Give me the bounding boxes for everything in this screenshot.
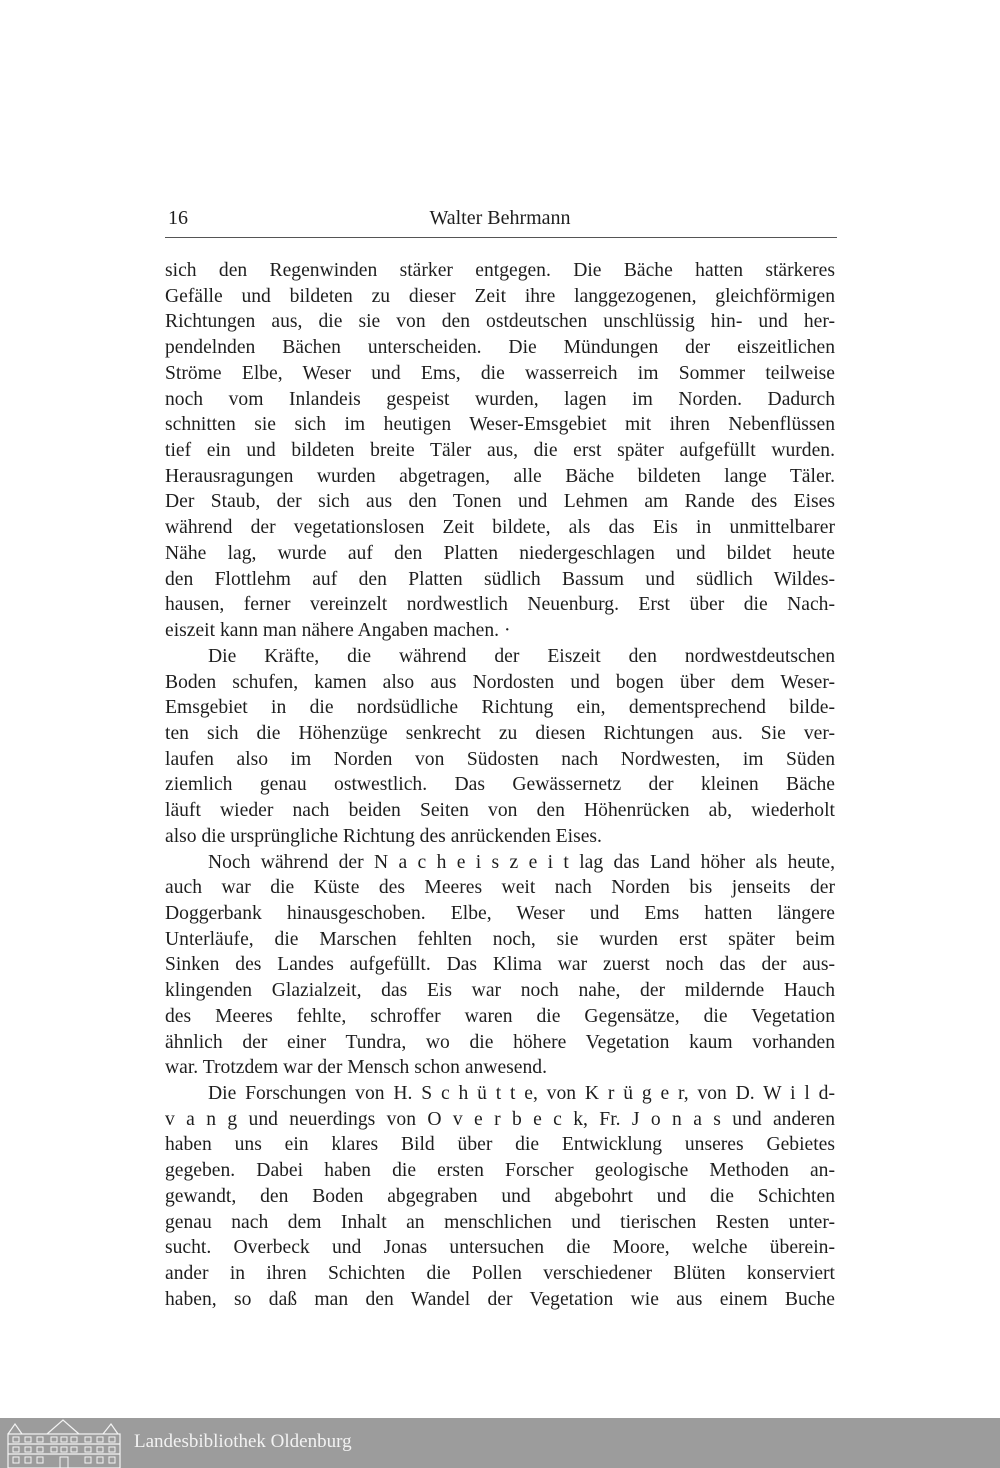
text-line: laufen also im Norden von Südosten nach Nordwesten, im Süden [165,748,835,770]
text-line: läuft wieder nach beiden Seiten von den Höhenrücken ab, wiederholt [165,800,835,822]
library-building-logo [5,1418,125,1468]
text-line: Emsgebiet in die nordsüdliche Richtung ein, dementsprechend bilde- [165,697,835,719]
header-rule [165,237,837,238]
text-line: gegeben. Dabei haben die ersten Forscher geologische Methoden an- [165,1160,835,1182]
text-line: Die Forschungen von H. S c h ü t t e, von K r ü g e r, von D. W i l d- [208,1083,835,1104]
text-line: Gefälle und bildeten zu dieser Zeit ihre langgezogenen, gleichförmigen [165,285,835,307]
text-line: eiszeit kann man nähere Angaben machen. · [165,620,511,642]
text-line: hausen, ferner vereinzelt nordwestlich Neuenburg. Erst über die Nach- [165,594,835,616]
text-line: sich den Regenwinden stärker entgegen. Die Bäche hatten stärkeres [165,260,835,281]
text-line: Noch während der N a c h e i s z e i t lag das Land höher als heute, [208,851,835,873]
text-line: Doggerbank hinausgeschoben. Elbe, Weser und Ems hatten längere [165,902,835,924]
text-line: auch war die Küste des Meeres weit nach Norden bis jenseits der [165,877,835,899]
text-line: schnitten sie sich im heutigen Weser-Emsgebiet mit ihren Nebenflüssen [165,414,835,436]
text-line: v a n g und neuerdings von O v e r b e c k, Fr. J o n a s und anderen [165,1108,835,1130]
body-text [165,258,835,1312]
text-line: gewandt, den Boden abgegraben und abgebohrt und die Schichten [165,1185,835,1207]
text-line: pendelnden Bächen unterscheiden. Die Mündungen der eiszeitlichen [165,337,835,359]
text-line: Die Kräfte, die während der Eiszeit den nordwestdeutschen [208,645,835,667]
text-line: Unterläufe, die Marschen fehlten noch, sie wurden erst später beim [165,928,835,950]
text-line: sucht. Overbeck und Jonas untersuchen die Moore, welche überein- [165,1237,835,1259]
text-line: Der Staub, der sich aus den Tonen und Lehmen am Rande des Eises [165,491,835,513]
text-line: Richtungen aus, die sie von den ostdeutschen unschlüssig hin- und her- [165,311,835,333]
text-line: ziemlich genau ostwestlich. Das Gewässernetz der kleinen Bäche [165,774,835,796]
text-line: noch vom Inlandeis gespeist wurden, lagen im Norden. Dadurch [165,388,835,410]
text-line: ten sich die Höhenzüge senkrecht zu diesen Richtungen aus. Sie ver- [165,722,835,744]
text-line: also die ursprüngliche Richtung des anrückenden Eises. [165,825,602,847]
text-line: des Meeres fehlte, schroffer waren die Gegensätze, die Vegetation [165,1005,835,1027]
text-line: klingenden Glazialzeit, das Eis war noch nahe, der mildernde Hauch [165,980,835,1002]
text-line: Boden schufen, kamen also aus Nordosten und bogen über dem Weser- [165,671,835,693]
text-line: ander in ihren Schichten die Pollen verschiedener Blüten konserviert [165,1263,835,1285]
footer-bar [0,1418,1000,1468]
text-line: war. Trotzdem war der Mensch schon anwesend. [165,1057,547,1079]
page-header [165,205,835,235]
text-line: Nähe lag, wurde auf den Platten niedergeschlagen und bildet heute [165,542,835,564]
text-line: Herausragungen wurden abgetragen, alle Bäche bildeten lange Täler. [165,465,835,487]
text-line: den Flottlehm auf den Platten südlich Bassum und südlich Wildes- [165,568,835,590]
text-line: genau nach dem Inhalt an menschlichen und tierischen Resten unter- [165,1211,835,1233]
text-line: tief ein und bildeten breite Täler aus, die erst später aufgefüllt wurden. [165,440,835,462]
text-line: haben uns ein klares Bild über die Entwicklung unseres Gebietes [165,1134,835,1156]
text-line: haben, so daß man den Wandel der Vegetation wie aus einem Buche [165,1288,835,1310]
library-name[interactable]: Landesbibliothek Oldenburg [134,1431,352,1452]
running-title: Walter Behrmann [429,207,571,229]
text-line: Ströme Elbe, Weser und Ems, die wasserreich im Sommer teilweise [165,362,835,384]
text-line: ähnlich der einer Tundra, wo die höhere Vegetation kaum vorhanden [165,1031,835,1053]
page-number: 16 [168,207,188,229]
text-line: Sinken des Landes aufgefüllt. Das Klima war zuerst noch das der aus- [165,954,835,976]
text-line: während der vegetationslosen Zeit bildete, als das Eis in unmittelbarer [165,517,835,539]
